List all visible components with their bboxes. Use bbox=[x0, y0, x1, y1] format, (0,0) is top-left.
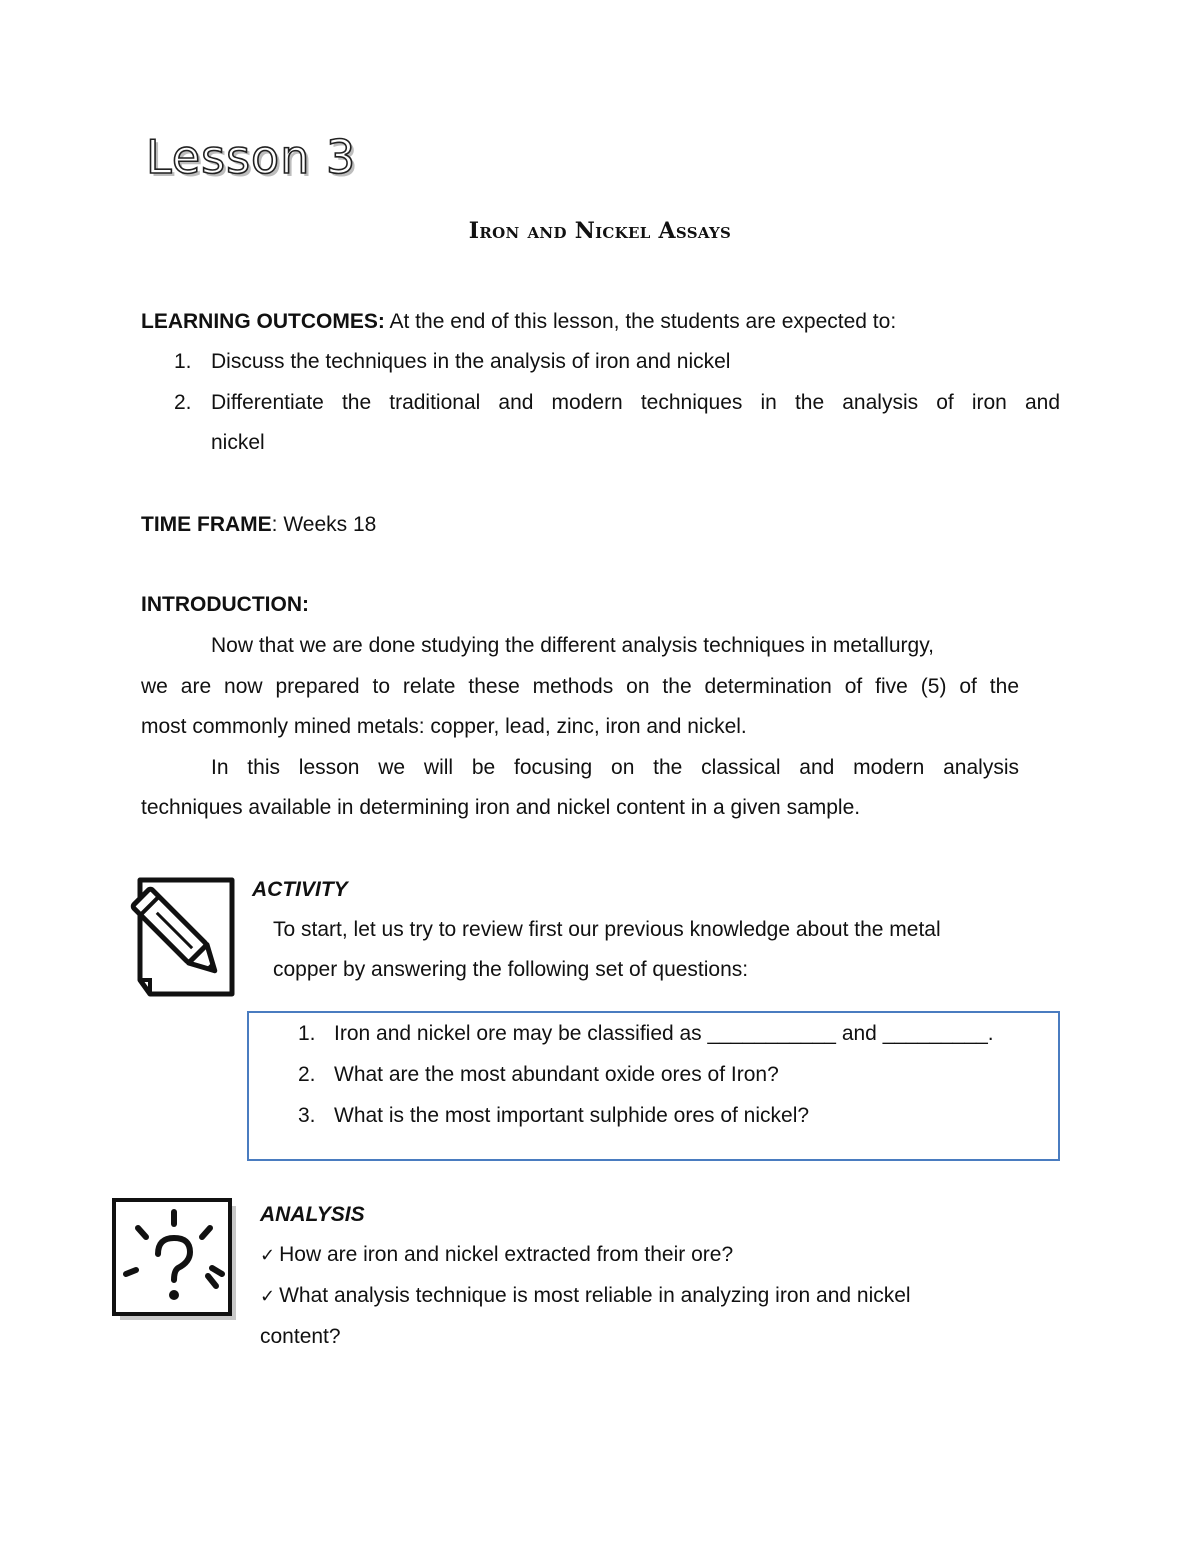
introduction-label: INTRODUCTION: bbox=[141, 593, 309, 616]
question-item-3 bbox=[298, 1096, 809, 1136]
intro-p2-line2: techniques available in determining iron and nickel content in a given sample. bbox=[141, 796, 861, 819]
learning-outcomes-label: LEARNING OUTCOMES: bbox=[141, 310, 385, 333]
outcome-item-2-cont: nickel bbox=[211, 431, 265, 454]
analysis-text: How are iron and nickel extracted from their ore? bbox=[279, 1243, 734, 1266]
outcome-number: 2. bbox=[174, 391, 192, 414]
intro-p1-line3: most commonly mined metals: copper, lead, zinc, iron and nickel. bbox=[141, 715, 747, 738]
question-number: 3. bbox=[298, 1104, 316, 1127]
question-item-1 bbox=[298, 1014, 994, 1054]
document-title: Iron and Nickel Assays bbox=[468, 218, 732, 244]
question-number: 1. bbox=[298, 1022, 316, 1045]
time-frame-label: TIME FRAME bbox=[141, 513, 272, 536]
analysis-item-1 bbox=[260, 1235, 733, 1276]
intro-p1-line2: we are now prepared to relate these methods on the determination of five (5) of the bbox=[141, 675, 1019, 698]
question-idea-icon bbox=[110, 1196, 240, 1324]
analysis-item-2-cont: content? bbox=[260, 1325, 341, 1348]
outcome-item-1 bbox=[174, 342, 730, 382]
analysis-item-2 bbox=[260, 1276, 911, 1317]
analysis-heading: ANALYSIS bbox=[260, 1203, 365, 1226]
question-text: What are the most abundant oxide ores of Iron? bbox=[334, 1063, 779, 1086]
outcome-item-2 bbox=[174, 383, 1060, 423]
time-frame-colon: : bbox=[271, 513, 278, 536]
check-icon: ✓ bbox=[260, 1286, 276, 1307]
intro-p1-line1: Now that we are done studying the different analysis techniques in metallurgy, bbox=[211, 634, 934, 657]
outcome-text: Differentiate the traditional and modern techniques in the analysis of iron and bbox=[211, 391, 1060, 414]
learning-outcomes bbox=[141, 302, 896, 342]
activity-intro-line2: copper by answering the following set of questions: bbox=[273, 958, 749, 981]
outcome-number: 1. bbox=[174, 350, 192, 373]
question-number: 2. bbox=[298, 1063, 316, 1086]
question-item-2 bbox=[298, 1055, 779, 1095]
learning-outcomes-text: At the end of this lesson, the students are expected to: bbox=[384, 310, 897, 333]
pencil-paper-icon bbox=[116, 874, 238, 1000]
lesson-title: Lesson 3 bbox=[146, 130, 357, 184]
activity-heading: ACTIVITY bbox=[252, 878, 348, 901]
outcome-text: Discuss the techniques in the analysis of iron and nickel bbox=[211, 350, 731, 373]
time-frame-value: Weeks 18 bbox=[277, 513, 377, 536]
check-icon: ✓ bbox=[260, 1245, 276, 1266]
activity-intro-line1: To start, let us try to review first our previous knowledge about the metal bbox=[273, 918, 941, 941]
question-text: What is the most important sulphide ores of nickel? bbox=[334, 1104, 810, 1127]
analysis-text: What analysis technique is most reliable in analyzing iron and nickel bbox=[279, 1284, 911, 1307]
time-frame bbox=[141, 505, 376, 545]
question-text: Iron and nickel ore may be classified as ___________ and _________. bbox=[334, 1022, 994, 1045]
intro-p2-line1: In this lesson we will be focusing on the classical and modern analysis bbox=[211, 756, 1019, 779]
